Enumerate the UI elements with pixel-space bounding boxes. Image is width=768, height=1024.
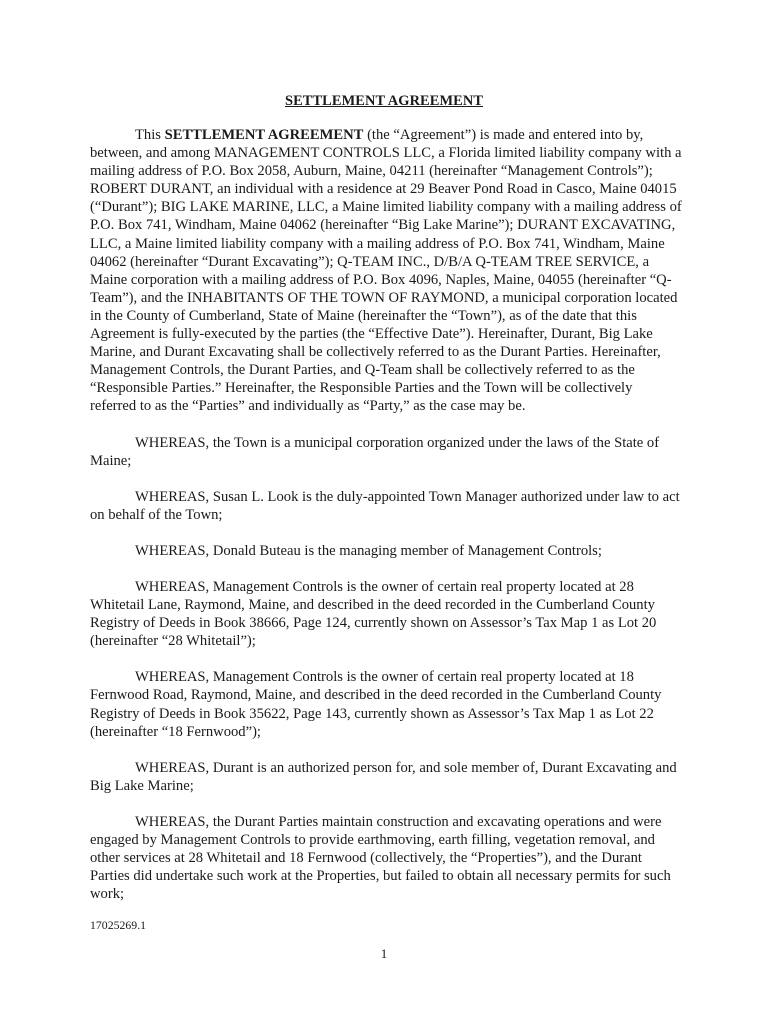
whereas-paragraph: WHEREAS, Susan L. Look is the duly-appointed Town Manager authorized under law to act on behalf of the Town; [90, 488, 680, 523]
document-title: SETTLEMENT AGREEMENT [284, 93, 484, 109]
whereas-paragraph: WHEREAS, the Durant Parties maintain construction and excavating operations and were engaged by Management Controls to provide earthmoving, earth filling, vegetation removal, and other services at 28 Whitetail and 18 Fernwood (collectively, the “Properties”), and the Durant Parties did undertake such work at the Properties, but failed to obtain all necessary permits for such work; [90, 813, 671, 903]
whereas-paragraph: WHEREAS, Donald Buteau is the managing member of Management Controls; [135, 542, 602, 559]
intro-text: (the “Agreement”) is made and entered into by, between, and among MANAGEMENT CONTROLS LLC, a Florida limited liability company with a mailing address of P.O. Box 2058, Auburn, Maine, 04211 (hereinafter “Management Controls”); ROBERT DURANT, an individual with a residence at 29 Beaver Pond Road in Casco, Maine 04015 (“Durant”); BIG LAKE MARINE, LLC, a Maine limited liability company with a mailing address of P.O. Box 741, Windham, Maine 04062 (hereinafter “Big Lake Marine”); DURANT EXCAVATING, LLC, a Maine limited liability company with a mailing address of P.O. Box 741, Windham, Maine 04062 (hereinafter “Durant Excavating”); Q-TEAM INC., D/B/A Q-TEAM TREE SERVICE, a Maine corporation with a mailing address of P.O. Box 4096, Naples, Maine, 04055 (hereinafter “Q-Team”), and the INHABITANTS OF THE TOWN OF RAYMOND, a municipal corporation located in the County of Cumberland, State of Maine (hereinafter the “Town”), as of the date that this Agreement is fully-executed by the parties (the “Effective Date”). Hereinafter, Durant, Big Lake Marine, and Durant Excavating shall be collectively referred to as the Durant Parties. Hereinafter, Management Controls, the Durant Parties, and Q-Team shall be collectively referred to as the “Responsible Parties.” Hereinafter, the Responsible Parties and the Town will be collectively referred to as the “Parties” and individually as “Party,” as the case may be. [90, 127, 682, 415]
whereas-paragraph: WHEREAS, the Town is a municipal corporation organized under the laws of the State of Maine; [90, 434, 660, 469]
intro-paragraph [90, 126, 682, 416]
whereas-paragraph: WHEREAS, Management Controls is the owner of certain real property located at 28 Whitetail Lane, Raymond, Maine, and described in the deed recorded in the Cumberland County Registry of Deeds in Book 38666, Page 124, currently shown on Assessor’s Tax Map 1 as Lot 20 (hereinafter “28 Whitetail”); [90, 578, 657, 650]
intro-lead: This [135, 127, 165, 143]
whereas-paragraph: WHEREAS, Management Controls is the owner of certain real property located at 18 Fernwood Road, Raymond, Maine, and described in the deed recorded in the Cumberland County Registry of Deeds in Book 35622, Page 143, currently shown as Assessor’s Tax Map 1 as Lot 22 (hereinafter “18 Fernwood”); [90, 669, 662, 740]
document-body [90, 126, 682, 903]
whereas-paragraph: WHEREAS, Durant is an authorized person for, and sole member of, Durant Excavating and Big Lake Marine; [90, 759, 677, 794]
page-number: 1 [380, 946, 388, 961]
document-id: 17025269.1 [90, 918, 147, 932]
agreement-name: SETTLEMENT AGREEMENT [164, 127, 364, 143]
